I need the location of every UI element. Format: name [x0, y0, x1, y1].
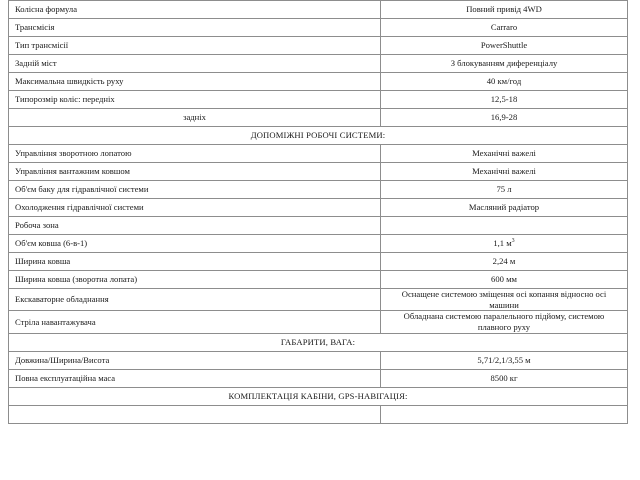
spec-value-cell: 12,5-18 — [381, 91, 628, 109]
spec-value-cell: 40 км/год — [381, 73, 628, 91]
table-row — [9, 145, 628, 163]
spec-value-cell: PowerShuttle — [381, 37, 628, 55]
spec-label-cell: Типорозмір коліс: передніх — [9, 91, 381, 109]
table-row — [9, 163, 628, 181]
spec-value-text: 1,1 м — [493, 238, 512, 249]
spec-label-cell: Колісна формула — [9, 1, 381, 19]
table-row — [9, 55, 628, 73]
spec-label-cell: Ширина ковша (зворотна лопата) — [9, 271, 381, 289]
spec-value-cell: 5,71/2,1/3,55 м — [381, 351, 628, 369]
spec-label-cell — [9, 405, 381, 423]
table-row — [9, 199, 628, 217]
spec-label-cell: Екскаваторне обладнання — [9, 289, 381, 311]
spec-label-cell: Тип трансмісії — [9, 37, 381, 55]
table-row — [9, 181, 628, 199]
spec-label-cell: Повна експлуатаційна маса — [9, 369, 381, 387]
section-header: КОМПЛЕКТАЦІЯ КАБІНИ, GPS-НАВІГАЦІЯ: — [9, 387, 628, 405]
spec-label-cell: Робоча зона — [9, 217, 381, 235]
spec-value-cell: 600 мм — [381, 271, 628, 289]
table-row — [9, 333, 628, 351]
specification-table — [8, 0, 628, 424]
table-row — [9, 235, 628, 253]
spec-value-cell — [381, 235, 628, 253]
table-row — [9, 387, 628, 405]
spec-value-cell: З блокуванням диференціалу — [381, 55, 628, 73]
table-row — [9, 405, 628, 423]
spec-label-cell: Управління зворотною лопатою — [9, 145, 381, 163]
spec-label-cell: Стріла навантажувача — [9, 311, 381, 333]
table-row — [9, 109, 628, 127]
spec-value-cell: 16,9-28 — [381, 109, 628, 127]
table-row — [9, 253, 628, 271]
spec-label-cell: Задній міст — [9, 55, 381, 73]
spec-label-cell: задніх — [9, 109, 381, 127]
spec-label-cell: Довжина/Ширина/Висота — [9, 351, 381, 369]
table-row — [9, 369, 628, 387]
spec-value-superscript: 3 — [511, 238, 515, 245]
table-row — [9, 1, 628, 19]
spec-value-cell — [381, 217, 628, 235]
table-row — [9, 91, 628, 109]
spec-value-cell: Механічні важелі — [381, 145, 628, 163]
spec-label-cell: Об'єм ковша (6-в-1) — [9, 235, 381, 253]
spec-label-cell: Ширина ковша — [9, 253, 381, 271]
table-row — [9, 73, 628, 91]
table-row — [9, 311, 628, 333]
table-row — [9, 289, 628, 311]
spec-label-cell: Об'єм баку для гідравлічної системи — [9, 181, 381, 199]
spec-value-cell: Механічні важелі — [381, 163, 628, 181]
spec-label-cell: Трансмісія — [9, 19, 381, 37]
spec-value-cell: 75 л — [381, 181, 628, 199]
spec-value-cell: Масляний радіатор — [381, 199, 628, 217]
section-header: ГАБАРИТИ, ВАГА: — [9, 333, 628, 351]
table-row — [9, 37, 628, 55]
table-row — [9, 217, 628, 235]
spec-value-cell: Обладнана системою паралельного підйому, системою плавного руху — [381, 311, 628, 333]
table-row — [9, 351, 628, 369]
spec-value-cell: Carraro — [381, 19, 628, 37]
specification-table-container — [8, 0, 628, 424]
spec-label-cell: Охолодження гідравлічної системи — [9, 199, 381, 217]
spec-value-cell: Повний привід 4WD — [381, 1, 628, 19]
spec-value-cell: 2,24 м — [381, 253, 628, 271]
spec-value-cell: 8500 кг — [381, 369, 628, 387]
table-row — [9, 19, 628, 37]
specification-table-body — [9, 1, 628, 424]
spec-label-cell: Максимальна швидкість руху — [9, 73, 381, 91]
section-header: ДОПОМІЖНІ РОБОЧІ СИСТЕМИ: — [9, 127, 628, 145]
spec-label-cell: Управління вантажним ковшом — [9, 163, 381, 181]
spec-value-cell: Оснащене системою зміщення осі копання відносно осі машини — [381, 289, 628, 311]
table-row — [9, 271, 628, 289]
table-row — [9, 127, 628, 145]
spec-value-cell — [381, 405, 628, 423]
